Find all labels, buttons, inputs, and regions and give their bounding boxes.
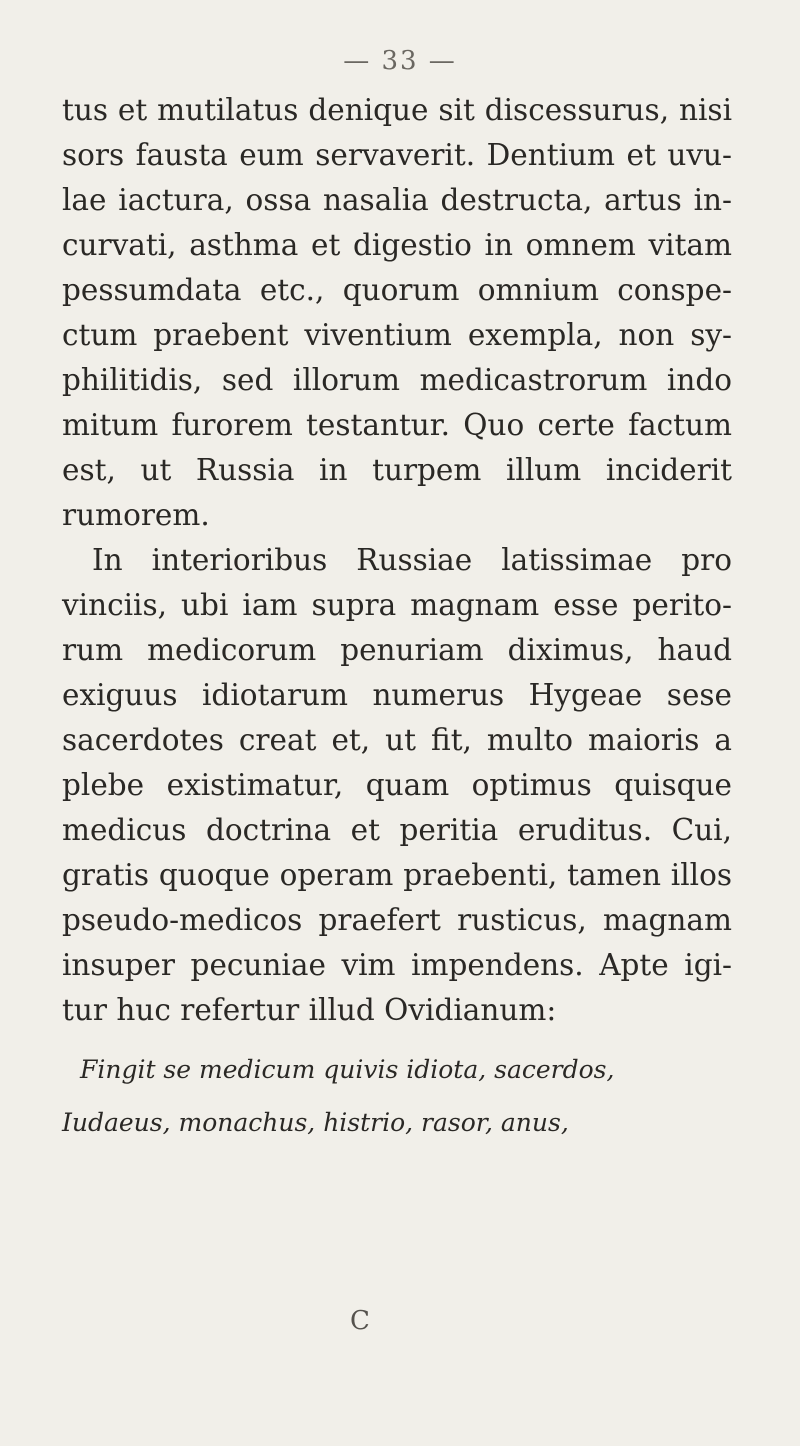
- text-line: insuper pecuniae vim impendens. Apte igi-: [62, 948, 732, 982]
- text-line: ctum praebent viventium exempla, non sy-: [62, 318, 732, 352]
- text-line: pseudo-medicos praefert rusticus, magnam: [62, 903, 732, 937]
- verse-line: Iudaeus, monachus, histrio, rasor, anus,: [62, 1108, 569, 1137]
- text-line: medicus doctrina et peritia eruditus. Cui,: [62, 813, 732, 847]
- text-line: rumorem.: [62, 498, 210, 532]
- text-line: tur huc refertur illud Ovidianum:: [62, 993, 557, 1027]
- verse-line: Fingit se medicum quivis idiota, sacerdos,: [80, 1055, 615, 1084]
- text-line: curvati, asthma et digestio in omnem vitam: [62, 228, 732, 262]
- text-line: tus et mutilatus denique sit discessurus, nisi: [62, 93, 732, 127]
- text-line: exiguus idiotarum numerus Hygeae sese: [62, 678, 732, 712]
- signature-mark: C: [350, 1306, 370, 1336]
- text-line: sacerdotes creat et, ut fit, multo maioris a: [62, 723, 732, 757]
- page-number: — 33 —: [343, 46, 457, 76]
- text-line: gratis quoque operam praebenti, tamen illos: [62, 858, 732, 892]
- text-line: plebe existimatur, quam optimus quisque: [62, 768, 732, 802]
- text-line: rum medicorum penuriam diximus, haud: [62, 633, 732, 667]
- text-line: mitum furorem testantur. Quo certe factum: [62, 408, 732, 442]
- text-line: est, ut Russia in turpem illum inciderit: [62, 453, 732, 487]
- text-line: In interioribus Russiae latissimae pro: [92, 543, 732, 577]
- text-line: philitidis, sed illorum medicastrorum indo: [62, 363, 732, 397]
- text-line: sors fausta eum servaverit. Dentium et uvu-: [62, 138, 732, 172]
- text-line: pessumdata etc., quorum omnium conspe-: [62, 273, 732, 307]
- text-line: lae iactura, ossa nasalia destructa, artus in-: [62, 183, 732, 217]
- text-line: vinciis, ubi iam supra magnam esse perito-: [62, 588, 732, 622]
